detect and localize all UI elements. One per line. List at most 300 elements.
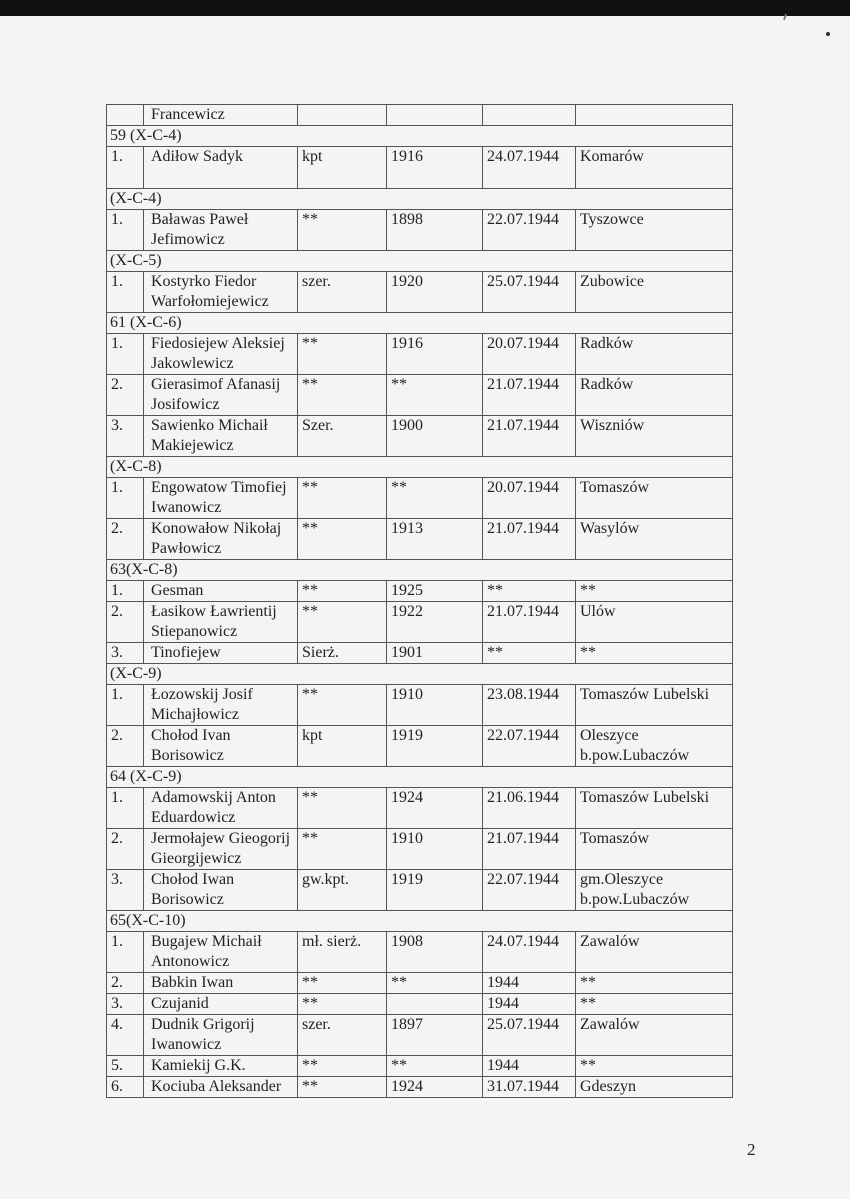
rank-cell [298, 870, 387, 911]
group-label: 63(X-C-8) [107, 560, 733, 581]
place-cell [576, 870, 733, 911]
death-date: 22.07.1944 [487, 211, 559, 228]
place-cell [576, 643, 733, 664]
person-name: Adamowskij Anton Eduardowicz [151, 789, 276, 826]
row-number: 2. [111, 603, 123, 620]
rank: Szer. [302, 417, 334, 434]
place-cell [576, 272, 733, 313]
person-name: Łasikow Ławrientij Stiepanowicz [151, 603, 277, 640]
rank-cell [298, 973, 387, 994]
person-name: Gierasimof Afanasij Josifowicz [151, 376, 281, 413]
place-cell [576, 788, 733, 829]
row-number-cell [107, 994, 144, 1015]
row-number-cell [107, 1056, 144, 1077]
person-name-cell [144, 932, 298, 973]
row-number: 1. [111, 335, 123, 352]
death-date: 24.07.1944 [487, 148, 559, 165]
row-number-cell [107, 602, 144, 643]
death-date-cell [483, 334, 576, 375]
table-row [107, 870, 733, 911]
death-date: 1944 [487, 974, 519, 991]
place-cell [576, 105, 733, 126]
death-date: 24.07.1944 [487, 933, 559, 950]
death-date-cell [483, 932, 576, 973]
person-name: Engowatow Timofiej Iwanowicz [151, 479, 287, 516]
place-cell [576, 973, 733, 994]
row-number-cell [107, 105, 144, 126]
person-name: Jermołajew Gieogorij Gieorgijewicz [151, 830, 291, 867]
birth-year: 1908 [391, 933, 423, 950]
person-name-cell [144, 829, 298, 870]
group-label: (X-C-5) [107, 251, 733, 272]
birth-year: 1910 [391, 830, 423, 847]
rank: Sierż. [302, 644, 339, 661]
table-row [107, 147, 733, 189]
table-row [107, 581, 733, 602]
rank: ** [302, 520, 318, 537]
table-row [107, 105, 733, 126]
rank: ** [302, 479, 318, 496]
place-cell [576, 829, 733, 870]
place-cell [576, 478, 733, 519]
row-number-cell [107, 726, 144, 767]
rank-cell [298, 1056, 387, 1077]
place: ** [580, 1057, 596, 1074]
rank: ** [302, 686, 318, 703]
place: Zawalów [580, 933, 640, 950]
death-date: 1944 [487, 995, 519, 1012]
place-cell [576, 685, 733, 726]
death-date-cell [483, 685, 576, 726]
birth-year-cell [387, 478, 483, 519]
group-header-row [107, 664, 733, 685]
person-name-cell [144, 210, 298, 251]
place: Tomaszów Lubelski [580, 686, 710, 703]
rank: ** [302, 1057, 318, 1074]
rank-cell [298, 1015, 387, 1056]
row-number: 4. [111, 1016, 123, 1033]
page-number: 2 [747, 1140, 756, 1159]
death-date-cell [483, 870, 576, 911]
row-number-cell [107, 685, 144, 726]
table-row [107, 788, 733, 829]
death-date-cell [483, 1056, 576, 1077]
place-cell [576, 1015, 733, 1056]
group-header-row [107, 560, 733, 581]
rank-cell [298, 334, 387, 375]
place: Tyszowce [580, 211, 644, 228]
row-number: 3. [111, 995, 123, 1012]
rank-cell [298, 210, 387, 251]
rank-cell [298, 272, 387, 313]
birth-year-cell [387, 932, 483, 973]
place-cell [576, 210, 733, 251]
place: Tomaszów [580, 479, 650, 496]
group-label: 59 (X-C-4) [107, 126, 733, 147]
death-date-cell [483, 788, 576, 829]
person-name: Kostyrko Fiedor Warfołomiejewicz [151, 273, 269, 310]
group-header-row [107, 911, 733, 932]
table-row [107, 994, 733, 1015]
person-name-cell [144, 105, 298, 126]
row-number: 2. [111, 376, 123, 393]
table-row [107, 478, 733, 519]
birth-year: ** [391, 479, 407, 496]
birth-year-cell [387, 1015, 483, 1056]
birth-year: 1910 [391, 686, 423, 703]
rank: ** [302, 974, 318, 991]
rank: ** [302, 376, 318, 393]
table-row [107, 1015, 733, 1056]
birth-year: 1919 [391, 871, 423, 888]
death-date: 21.06.1944 [487, 789, 559, 806]
death-date-cell [483, 147, 576, 189]
birth-year: 1901 [391, 644, 423, 661]
place: Wiszniów [580, 417, 645, 434]
birth-year: 1924 [391, 789, 423, 806]
group-label: 61 (X-C-6) [107, 313, 733, 334]
birth-year: ** [391, 1057, 407, 1074]
person-name: Łozowskij Josif Michajłowicz [151, 686, 253, 723]
rank: szer. [302, 1016, 331, 1033]
rank: ** [302, 1078, 318, 1095]
place: ** [580, 644, 596, 661]
table-row [107, 272, 733, 313]
person-name-cell [144, 1056, 298, 1077]
birth-year-cell [387, 147, 483, 189]
death-date: 21.07.1944 [487, 417, 559, 434]
table-row [107, 375, 733, 416]
person-name: Czujanid [151, 995, 209, 1012]
death-date: 21.07.1944 [487, 520, 559, 537]
table-row [107, 519, 733, 560]
table-row [107, 1056, 733, 1077]
row-number: 1. [111, 273, 123, 290]
place: Radków [580, 335, 634, 352]
death-date-cell [483, 602, 576, 643]
person-name-cell [144, 994, 298, 1015]
death-date-cell [483, 726, 576, 767]
place: Ulów [580, 603, 616, 620]
rank-cell [298, 932, 387, 973]
rank: kpt [302, 727, 323, 744]
row-number-cell [107, 1015, 144, 1056]
place: Oleszyce b.pow.Lubaczów [580, 727, 690, 764]
birth-year-cell [387, 375, 483, 416]
person-name-cell [144, 519, 298, 560]
person-name: Chołod Ivan Borisowicz [151, 727, 231, 764]
person-name-cell [144, 973, 298, 994]
person-name-cell [144, 272, 298, 313]
place: Komarów [580, 148, 644, 165]
death-date: 31.07.1944 [487, 1078, 559, 1095]
place: ** [580, 995, 596, 1012]
death-date-cell [483, 581, 576, 602]
person-name-cell [144, 726, 298, 767]
row-number: 3. [111, 417, 123, 434]
death-date-cell [483, 375, 576, 416]
death-date-cell [483, 416, 576, 457]
death-date: 21.07.1944 [487, 830, 559, 847]
place-cell [576, 581, 733, 602]
death-date: 1944 [487, 1057, 519, 1074]
scan-mark [783, 14, 787, 20]
death-date: 23.08.1944 [487, 686, 559, 703]
rank-cell [298, 519, 387, 560]
rank-cell [298, 105, 387, 126]
row-number-cell [107, 932, 144, 973]
place-cell [576, 375, 733, 416]
row-number-cell [107, 581, 144, 602]
place: Zubowice [580, 273, 644, 290]
rank-cell [298, 602, 387, 643]
rank: kpt [302, 148, 323, 165]
birth-year-cell [387, 602, 483, 643]
place: Wasylów [580, 520, 640, 537]
rank: ** [302, 335, 318, 352]
birth-year-cell [387, 272, 483, 313]
table-row [107, 726, 733, 767]
birth-year: 1925 [391, 582, 423, 599]
birth-year: ** [391, 376, 407, 393]
row-number-cell [107, 210, 144, 251]
row-number: 2. [111, 974, 123, 991]
death-date-cell [483, 478, 576, 519]
person-name: Chołod Iwan Borisowicz [151, 871, 235, 908]
person-name: Konowałow Nikołaj Pawłowicz [151, 520, 282, 557]
row-number: 2. [111, 727, 123, 744]
birth-year-cell [387, 994, 483, 1015]
person-name: Gesman [151, 582, 204, 599]
birth-year-cell [387, 581, 483, 602]
table-row [107, 210, 733, 251]
person-name: Adiłow Sadyk [151, 148, 243, 165]
person-name: Francewicz [151, 106, 225, 123]
person-name-cell [144, 1077, 298, 1098]
row-number: 1. [111, 211, 123, 228]
person-name-cell [144, 416, 298, 457]
birth-year: 1916 [391, 148, 423, 165]
row-number-cell [107, 272, 144, 313]
person-name: Dudnik Grigorij Iwanowicz [151, 1016, 255, 1053]
row-number: 1. [111, 148, 123, 165]
row-number: 1. [111, 686, 123, 703]
place-cell [576, 519, 733, 560]
table-row [107, 416, 733, 457]
place-cell [576, 1077, 733, 1098]
rank-cell [298, 1077, 387, 1098]
place-cell [576, 416, 733, 457]
rank: mł. sierż. [302, 933, 362, 950]
table-row [107, 1077, 733, 1098]
death-date: ** [487, 644, 503, 661]
death-date-cell [483, 519, 576, 560]
table-row [107, 602, 733, 643]
group-label: (X-C-9) [107, 664, 733, 685]
row-number-cell [107, 334, 144, 375]
person-name-cell [144, 685, 298, 726]
death-date-cell [483, 643, 576, 664]
birth-year-cell [387, 685, 483, 726]
death-date-cell [483, 973, 576, 994]
birth-year: 1898 [391, 211, 423, 228]
death-date-cell [483, 994, 576, 1015]
birth-year: 1916 [391, 335, 423, 352]
row-number-cell [107, 829, 144, 870]
place-cell [576, 1056, 733, 1077]
person-name-cell [144, 870, 298, 911]
rank: gw.kpt. [302, 871, 349, 888]
birth-year: 1924 [391, 1078, 423, 1095]
group-label: 64 (X-C-9) [107, 767, 733, 788]
birth-year-cell [387, 334, 483, 375]
person-name: Sawienko Michaił Makiejewicz [151, 417, 268, 454]
rank-cell [298, 994, 387, 1015]
rank-cell [298, 581, 387, 602]
rank-cell [298, 478, 387, 519]
place: Tomaszów [580, 830, 650, 847]
birth-year-cell [387, 416, 483, 457]
birth-year-cell [387, 726, 483, 767]
rank-cell [298, 829, 387, 870]
place: gm.Oleszyce b.pow.Lubaczów [580, 871, 690, 908]
table-row [107, 932, 733, 973]
table-row [107, 685, 733, 726]
place: ** [580, 582, 596, 599]
person-name: Kamiekij G.K. [151, 1057, 246, 1074]
person-name: Fiedosiejew Aleksiej Jakowlewicz [151, 335, 285, 372]
person-name-cell [144, 643, 298, 664]
birth-year-cell [387, 973, 483, 994]
place-cell [576, 147, 733, 189]
birth-year: 1922 [391, 603, 423, 620]
rank-cell [298, 726, 387, 767]
group-header-row [107, 251, 733, 272]
death-date: ** [487, 582, 503, 599]
person-name-cell [144, 581, 298, 602]
person-name-cell [144, 602, 298, 643]
death-date: 21.07.1944 [487, 376, 559, 393]
person-name-cell [144, 788, 298, 829]
person-name: Baławas Paweł Jefimowicz [151, 211, 249, 248]
birth-year-cell [387, 519, 483, 560]
death-date-cell [483, 829, 576, 870]
person-name-cell [144, 1015, 298, 1056]
death-date: 20.07.1944 [487, 479, 559, 496]
table-row [107, 334, 733, 375]
row-number-cell [107, 973, 144, 994]
group-header-row [107, 189, 733, 210]
row-number: 5. [111, 1057, 123, 1074]
birth-year: 1900 [391, 417, 423, 434]
row-number-cell [107, 519, 144, 560]
group-label: (X-C-4) [107, 189, 733, 210]
row-number-cell [107, 147, 144, 189]
row-number: 3. [111, 871, 123, 888]
group-header-row [107, 457, 733, 478]
birth-year-cell [387, 105, 483, 126]
table-row [107, 973, 733, 994]
rank-cell [298, 416, 387, 457]
group-header-row [107, 313, 733, 334]
rank: ** [302, 603, 318, 620]
death-date: 25.07.1944 [487, 1016, 559, 1033]
place-cell [576, 334, 733, 375]
group-label: (X-C-8) [107, 457, 733, 478]
place: Zawalów [580, 1016, 640, 1033]
death-date: 22.07.1944 [487, 727, 559, 744]
birth-year-cell [387, 829, 483, 870]
birth-year-cell [387, 1077, 483, 1098]
rank: ** [302, 211, 318, 228]
birth-year-cell [387, 210, 483, 251]
birth-year: 1897 [391, 1016, 423, 1033]
group-header-row [107, 767, 733, 788]
row-number: 2. [111, 520, 123, 537]
row-number-cell [107, 643, 144, 664]
row-number: 6. [111, 1078, 123, 1095]
person-name: Kociuba Aleksander [151, 1078, 282, 1095]
place: Radków [580, 376, 634, 393]
death-date: 21.07.1944 [487, 603, 559, 620]
row-number-cell [107, 478, 144, 519]
birth-year: ** [391, 974, 407, 991]
row-number: 3. [111, 644, 123, 661]
row-number-cell [107, 1077, 144, 1098]
burial-list-table [106, 104, 733, 1098]
person-name-cell [144, 478, 298, 519]
death-date-cell [483, 210, 576, 251]
rank: ** [302, 830, 318, 847]
group-label: 65(X-C-10) [107, 911, 733, 932]
rank: ** [302, 789, 318, 806]
birth-year-cell [387, 788, 483, 829]
place: Tomaszów Lubelski [580, 789, 710, 806]
death-date: 22.07.1944 [487, 871, 559, 888]
rank: ** [302, 582, 318, 599]
person-name-cell [144, 147, 298, 189]
table-row [107, 829, 733, 870]
place: ** [580, 974, 596, 991]
place-cell [576, 602, 733, 643]
row-number-cell [107, 416, 144, 457]
row-number: 2. [111, 830, 123, 847]
death-date-cell [483, 1077, 576, 1098]
rank-cell [298, 643, 387, 664]
scan-dot [826, 32, 830, 36]
row-number-cell [107, 788, 144, 829]
death-date: 25.07.1944 [487, 273, 559, 290]
rank-cell [298, 685, 387, 726]
rank-cell [298, 375, 387, 416]
person-name-cell [144, 334, 298, 375]
rank: ** [302, 995, 318, 1012]
row-number-cell [107, 870, 144, 911]
rank-cell [298, 788, 387, 829]
rank-cell [298, 147, 387, 189]
table-body [107, 105, 733, 1098]
row-number: 1. [111, 933, 123, 950]
birth-year: 1920 [391, 273, 423, 290]
death-date-cell [483, 1015, 576, 1056]
row-number-cell [107, 375, 144, 416]
person-name: Babkin Iwan [151, 974, 234, 991]
person-name-cell [144, 375, 298, 416]
death-date-cell [483, 105, 576, 126]
birth-year-cell [387, 870, 483, 911]
birth-year: 1913 [391, 520, 423, 537]
group-header-row [107, 126, 733, 147]
